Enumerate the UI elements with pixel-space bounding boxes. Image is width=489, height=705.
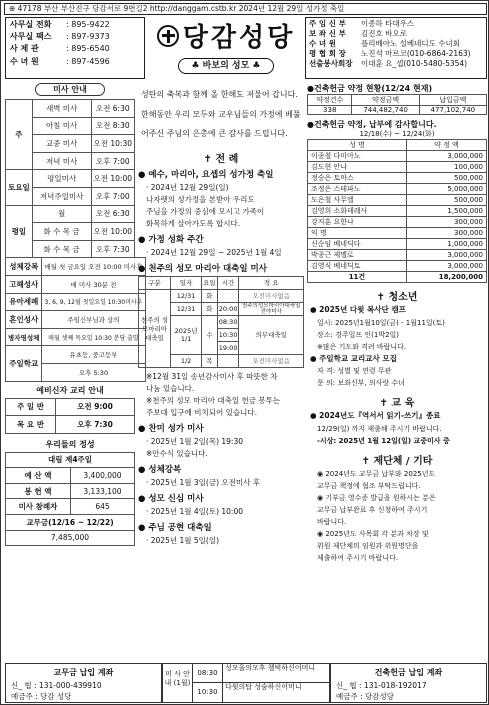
contact-row: 사무실 팩스 : 897-9373	[10, 32, 110, 42]
table-row: 주 일 반 오전 9:00	[6, 398, 135, 416]
table-row: 주일학교 유초등, 중고등부	[6, 346, 146, 364]
donors-title: ●건축헌금 약정, 납부에 감사합니다.	[307, 120, 437, 129]
mass-column	[5, 83, 143, 656]
tithe-account: 교무금 납입 계좌 신_ 협 : 131-000-439910 예금주 : 당감 성당	[5, 663, 162, 703]
sacrament-table	[5, 257, 146, 381]
section-title: ✝ 청소년	[376, 292, 418, 303]
table-row: 12/31 화 20:00 천주의성모마리아대축일전야미사	[139, 302, 304, 315]
catechism-table	[5, 398, 135, 434]
table-row: 목 요 반 오후 7:30	[6, 416, 135, 434]
table-row: 강지훈 요한나 300,000	[308, 217, 487, 228]
table-row: 천주의 성모마리아 대축일 12/31 화 오전미사없음	[139, 289, 304, 302]
table-row: 성체강복 매월 첫 금요일 오전 10:00 미사후	[6, 258, 146, 276]
list-item: 08:30 성모울의모후 첼벅하신어머니	[193, 664, 329, 683]
pledge-status-table	[307, 94, 487, 115]
contact-row: 사 제 관 : 895-6540	[10, 44, 110, 54]
contact-row: 사무실 전화 : 895-9422	[10, 20, 110, 29]
table-row: 김영희 소화데레사 1,500,000	[308, 206, 487, 217]
event-item: ● 성체강복 · 2025년 1월 3일(금) 오전미사 후	[138, 464, 260, 487]
table-row: 신순임 베네딕다 1,000,000	[308, 239, 487, 250]
table-row: 주 새벽 미사 오전 6:30	[6, 100, 135, 118]
table-row: 평일 월 오전 6:30	[6, 205, 135, 223]
table-row: 7,485,000	[6, 530, 135, 546]
table-row: 박종근 제멜로 3,000,000	[308, 250, 487, 261]
footer-accounts	[5, 663, 487, 703]
table-row: 유아세례 3, 6, 9, 12월 첫일요일 10:30미사후	[6, 293, 146, 311]
table-row: 김도현 안나 100,000	[308, 162, 487, 173]
event-item: ● 주님 공현 대축일 · 2025년 1월 5일(일)	[138, 522, 219, 545]
address-bar: ⊕ 47178 부산 부산진구 당감서로 9번길2 http://danggam.cstb.kr 2024년 12월 29일 성가정 축일	[4, 3, 487, 15]
section-title: ✝ 제단체 / 기타	[361, 455, 433, 467]
table-row: 저녁주일미사 오후 7:00	[6, 187, 135, 205]
table-row: 고해성사 매 미사 30분 전	[6, 275, 146, 293]
cross-icon	[157, 25, 179, 47]
table-row: 11건 18,200,000	[308, 272, 487, 283]
contact-info	[5, 17, 145, 79]
table-row: 화 수 목 금 오전 10:00	[6, 223, 135, 241]
table-row: 아침 미사 오전 8:30	[6, 117, 135, 135]
mass-table	[5, 99, 135, 258]
staff-row: 보 좌 신 부 김진호 바오로	[309, 29, 407, 38]
catechism-title: 예비신자 교리 안내	[36, 385, 104, 395]
table-row: 성 명 약 정 액	[308, 140, 487, 151]
table-row: 대림 제4주일	[6, 452, 135, 468]
table-row: 토요일 평일미사 오전 10:00	[6, 170, 135, 188]
table-row: 도은철 사무엘 500,000	[308, 195, 487, 206]
section-title: ✝ 전 례	[203, 153, 239, 165]
parish-logo	[151, 17, 301, 79]
mass-intention: 미 사 안 내 (1월) 08:30 성모울의모후 첼벅하신어머니 10:30 다윗의탑 성숨하신어머니	[162, 663, 330, 703]
table-row: 조정은 스테파노 5,000,000	[308, 184, 487, 195]
parish-motto: ♣ 바보의 성모 ♣	[178, 58, 274, 74]
table-row: 19:00	[139, 341, 304, 354]
table-row: 약정건수 약정금액 납입금액	[308, 95, 487, 106]
table-row: 1/2 목 오전미사없음	[139, 354, 304, 367]
building-account: 건축헌금 납입 계좌 신_ 협 : 131-018-192017 예금주 : 당감성당	[330, 663, 487, 703]
mass-title: 미사 안내	[35, 83, 105, 96]
table-row: 338 744,482,740 477,102,740	[308, 106, 487, 115]
table-row: 병자영성체 매월 셋째 목요일 10:30 분당 출발	[6, 328, 146, 346]
staff-row: 수 녀 원 플리베아노 설베네디도 수녀회	[309, 39, 460, 48]
table-row: 2025년 1/1 수 08:30 의무대축일	[139, 315, 304, 328]
table-row: 오후 5:30	[6, 363, 146, 381]
table-row: 혼인성사 주임신부님과 상의	[6, 311, 146, 329]
section-title: ✝ 교 육	[379, 398, 415, 409]
table-row: 화 수 목 금 오후 7:30	[6, 240, 135, 258]
staff-row: 주 임 신 부 이종하 타대우스	[309, 19, 415, 28]
table-row: 교중 미사 오전 10:30	[6, 135, 135, 153]
table-row: 이종철 다미아노 3,000,000	[308, 151, 487, 162]
notice-column: ●건축헌금 약정 현황(12/24 현재) 약정건수 약정금액 납입금액 338 744,482,740 477,102,740 ●건축헌금 약정, 납부에 감사합니다. 12/18(수) ~ 12/24(화) 성 명 약 정 액 이종철 다미아노 3,000,000 김도현 안나 100,000 정승은 토마스 500,000 조정은 스테파노 5,000,000 도은철 사무엘 500,000 김영희 소화데레사 1,500,000 강지훈 요한나 300,000 익 명 300,000 신순임 베네딕다 1,000,000 박종근 제멜로 3,000,000 김영식 베네딕토 3,000,000 11건 18,200,000 ✝ 청소년 ● 2025년 다윗 복사단 캠프 일시: 2025년1월10일(금) - 1월11일(토) 장소: 경주일프 인(1박2일) ※많은 기도와 격려 바랍니다. ● 주일학교 교리교사 모집 자 격: 성별 및 연령 무관 문 의: 보좌신부, 의사랑 수녀 ✝ 교 육 ● 2024년도『역서서 읽기-쓰기』종료 12/29(일) 까지 제출해 주시기 바랍니다. -시상: 2025년 1월 12일(일) 교중미사 중 ✝ 제단체 / 기타 ◉ 2024년도 교무금 납부와 2025년도 교무금 책정에 협조 부탁드립니다. ◉ 기부금 영수증 발급을 원하시는 분은 교무금 납부완료 후 신청하여 주시기 바랍니다. ◉ 2025년도 사목회 각 분과 차장 및 위원 제단체의 임원과 위원명단을 제출하여 주시기 바랍니다.	[307, 83, 487, 656]
list-item: 10:30 다윗의탑 성숨하신어머니	[193, 683, 329, 702]
table-row: 정승은 토마스 500,000	[308, 173, 487, 184]
event-item: ● 예수, 마리아, 요셉의 성가정 축일 · 2024년 12월 29일(일) 나자렛의 성가정을 본받아 우리도 주님을 가정의 중심에 모시고 가족이 화목하게 살아가도록 합시다.	[138, 169, 274, 228]
contact-row: 수 녀 원 : 897-4596	[10, 56, 110, 66]
table-row: 교무금(12/16 ~ 12/22)	[6, 515, 135, 531]
parish-name: 당감성당	[182, 23, 296, 53]
donors-table	[307, 139, 487, 283]
donors-period: 12/18(수) ~ 12/24(화)	[359, 130, 435, 138]
table-row: 구분 일자 요일 시간 적 요	[139, 276, 304, 289]
stats-title: 우리들의 정성	[45, 439, 95, 449]
stats-table	[5, 452, 135, 547]
table-row: 10:30	[139, 328, 304, 341]
event-item: ※12월 31일 송년감사미사 후 따뜻한 차 나눔 있습니다. ※천주의 성모 마리아 대축일 헌금 봉투는 주보대 입구에 비치되어 있습니다.	[146, 371, 281, 417]
pledge-status-title: ●건축헌금 약정 현황(12/24 현재)	[307, 84, 433, 93]
event-item: ● 찬미 성가 미사 · 2025년 1월 2일(목) 19:30 ※안수식 있습니다.	[138, 423, 243, 458]
table-row: 김영식 베네딕토 3,000,000	[308, 261, 487, 272]
staff-row: 선출봉사회장 이대훈 요_셉(010-5480-5354)	[309, 59, 468, 68]
table-row: 봉 헌 액 3,133,100	[6, 483, 135, 499]
staff-row: 평 협 회 장 노진석 마르코(010-6864-2163)	[309, 49, 471, 58]
table-row: 저녁 미사 오후 7:00	[6, 152, 135, 170]
intro-text: 성탄의 축복과 함께 올 한해도 저물어 갑니다. 한해동안 우리 모두와 교우님들의 가정에 베풀어주신 주님의 은총에 큰 감사를 드립니다.	[141, 90, 301, 138]
event-item: ● 성모 신심 미사 · 2025년 1월 4일(토) 10:00	[138, 493, 243, 516]
staff-info	[305, 17, 487, 79]
event-item: ● 가정 성화 주간 · 2024년 12월 29일 ~ 2025년 1월 4일	[138, 234, 282, 257]
schedule-table	[138, 276, 304, 368]
table-row: 익 명 300,000	[308, 228, 487, 239]
table-row: 예 산 액 3,400,000	[6, 468, 135, 484]
liturgy-column	[138, 83, 304, 656]
table-row: 미사 참례자 645	[6, 499, 135, 515]
event-item: ● 천주의 성모 마리아 대축일 미사	[138, 263, 267, 274]
